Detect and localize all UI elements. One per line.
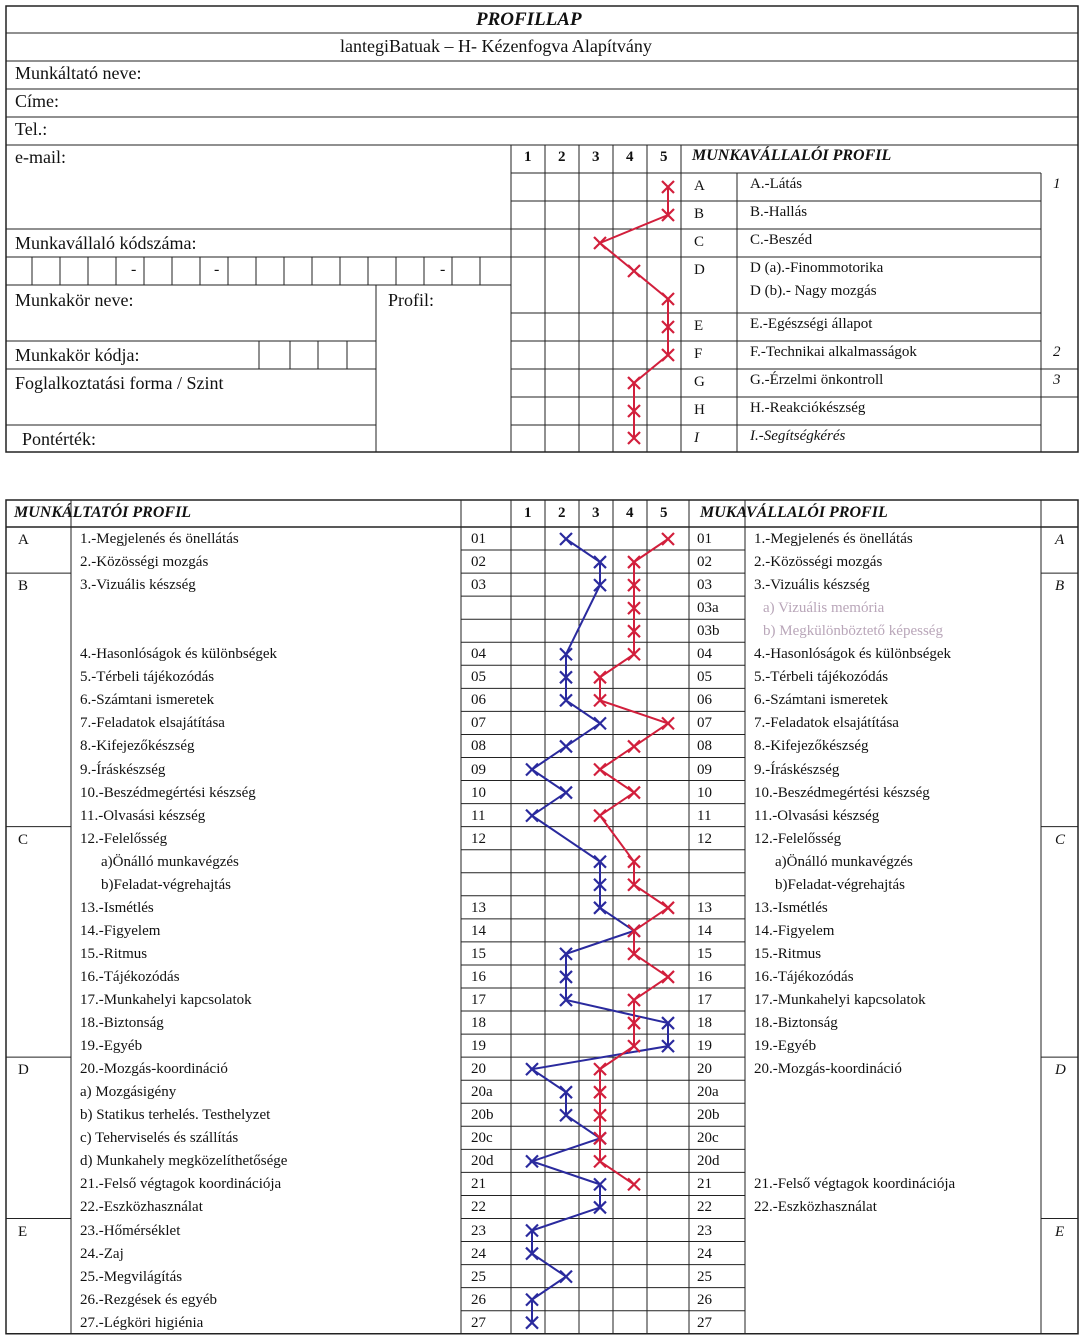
employer-code: 12 [471,830,486,847]
worker-item: 18.-Biztonság [754,1015,838,1032]
scale-2-header: 2 [558,505,566,521]
employer-item: 2.-Közösségi mozgás [80,554,209,571]
worker-item: b) Megkülönböztető képesség [763,623,943,640]
profile-item-label: H.-Reakciókészség [750,400,866,416]
profile-letter: B [694,206,705,222]
worker-item: 19.-Egyéb [754,1038,817,1055]
sheet-subtitle: lantegiBatuak – H- Kézenfogva Alapítvány [340,36,652,56]
employer-code: 20a [471,1084,493,1101]
worker-profile-mark [662,533,674,545]
employer-item: 15.-Ritmus [80,945,148,962]
worker-code: 01 [697,531,712,547]
worker-item: 9.-Íráskészség [754,761,840,778]
right-section-letter: D [1055,1062,1066,1079]
employer-item: 20.-Mozgás-koordináció [80,1061,228,1078]
profile-label: Profil: [388,290,435,310]
worker-code: 22 [697,1199,712,1216]
employer-code: 17 [471,992,486,1008]
employer-item: b) Statikus terhelés. Testhelyzet [80,1107,271,1124]
worker-code: 05 [697,669,712,686]
employer-profile-mark [594,717,606,729]
worker-item: 3.-Vizuális készség [754,577,870,594]
employer-item: 10.-Beszédmegértési készség [80,784,256,801]
profile-letter: G [694,374,705,390]
employer-item: 21.-Felső végtagok koordinációja [80,1176,282,1193]
section-letter: E [18,1223,28,1240]
employer-item: 12.-Felelősség [80,830,168,847]
worker-code: 02 [697,554,712,571]
worker-profile-mark [628,1178,640,1190]
profile-group-number: 2 [1053,344,1061,360]
employer-code: 20d [471,1153,494,1170]
employer-code: 03 [471,577,486,594]
code-dash-3: - [440,261,446,278]
employer-item: b)Feladat-végrehajtás [101,876,231,893]
worker-code: 16 [697,968,712,985]
top-profile-title: MUNKAVÁLLALÓI PROFIL [692,147,892,164]
employer-item: 11.-Olvasási készség [80,807,206,824]
profile-letter: H [694,402,705,418]
worker-item: 2.-Közösségi mozgás [754,554,883,571]
employer-item: 7.-Feladatok elsajátítása [80,715,225,732]
worker-code: 23 [697,1222,712,1239]
section-letter: D [18,1062,29,1079]
employee-code-label: Munkavállaló kódszáma: [15,233,197,253]
scale-5-header: 5 [660,149,668,165]
profile-letter: F [694,346,703,362]
employer-profile-mark [560,740,572,752]
worker-code: 11 [697,807,712,824]
worker-code: 03b [697,623,720,640]
employer-code: 13 [471,899,486,916]
scale-3-header: 3 [592,505,600,521]
worker-profile-mark [628,787,640,799]
employer-item: 8.-Kifejezőkészség [80,738,195,755]
scale-5-header: 5 [660,505,668,521]
employer-code: 05 [471,669,486,686]
phone-label: Tel.: [15,119,48,139]
right-section-letter: A [1055,532,1065,548]
worker-code: 24 [697,1245,712,1262]
employer-profile-mark [560,533,572,545]
worker-profile-mark [628,265,640,277]
worker-profile-mark [594,764,606,776]
worker-profile-mark [662,971,674,983]
profile-item-label: D (a).-Finommotorika [750,260,884,276]
employer-item: 9.-Íráskészség [80,761,166,778]
worker-code: 17 [697,992,712,1008]
sheet-title: PROFILLAP [476,9,582,30]
employer-item: 1.-Megjelenés és önellátás [80,531,239,547]
code-dash-2: - [214,261,220,278]
worker-item: 15.-Ritmus [754,945,822,962]
employer-item: 4.-Hasonlóságok és különbségek [80,646,278,663]
employer-item: a) Mozgásigény [80,1084,177,1101]
job-code-label: Munkakör kódja: [15,345,140,365]
worker-code: 12 [697,830,712,847]
section-letter: C [18,831,29,848]
worker-item: 10.-Beszédmegértési készség [754,784,930,801]
profile-item-label: B.-Hallás [750,204,808,220]
worker-profile-title: MUKAVÁLLALÓI PROFIL [700,504,888,521]
worker-code: 20b [697,1107,720,1124]
code-dash-1: - [131,261,137,278]
profile-group-number: 1 [1053,176,1061,192]
worker-code: 20a [697,1084,719,1101]
profile-item-label: C.-Beszéd [750,232,813,248]
profile-item-label: F.-Technikai alkalmasságok [750,344,917,360]
worker-code: 27 [697,1314,712,1331]
employer-code: 26 [471,1291,486,1308]
employer-code: 27 [471,1314,486,1331]
worker-code: 04 [697,646,712,663]
employer-code: 20 [471,1061,486,1078]
email-label: e-mail: [15,147,66,167]
employer-item: 25.-Megvilágítás [80,1268,183,1285]
employer-profile-mark [526,1155,538,1167]
employer-code: 15 [471,945,486,962]
employer-profile-line [532,539,668,1323]
worker-item: 5.-Térbeli tájékozódás [754,669,889,686]
employer-item: 18.-Biztonság [80,1015,164,1032]
worker-code: 20d [697,1153,720,1170]
profile-group-number: 3 [1053,372,1061,388]
section-letter: A [18,532,29,548]
scale-2-header: 2 [558,149,566,165]
employer-item: 13.-Ismétlés [80,899,154,916]
profile-letter: C [694,234,705,250]
address-label: Címe: [15,91,59,111]
worker-code: 07 [697,715,712,732]
worker-profile-mark [662,717,674,729]
worker-item: 8.-Kifejezőkészség [754,738,869,755]
worker-item: 21.-Felső végtagok koordinációja [754,1176,956,1193]
employer-code: 23 [471,1222,486,1239]
employer-item: 26.-Rezgések és egyéb [80,1291,218,1308]
worker-code: 15 [697,945,712,962]
employer-code: 07 [471,715,486,732]
worker-code: 14 [697,922,712,939]
employer-profile-mark [560,1271,572,1283]
employer-item: c) Teherviselés és szállítás [80,1130,239,1147]
scale-1-header: 1 [524,149,532,165]
worker-code: 21 [697,1176,712,1193]
employer-code: 18 [471,1015,486,1032]
profile-letter: I [694,430,699,446]
worker-item: b)Feladat-végrehajtás [775,876,905,893]
worker-code: 06 [697,692,712,709]
employer-code: 24 [471,1245,486,1262]
employer-code: 04 [471,646,486,663]
score-label: Pontérték: [22,429,96,449]
employer-profile-mark [526,810,538,822]
employer-profile-title: MUNKÁLTATÓI PROFIL [14,504,192,521]
employer-code: 01 [471,531,486,547]
worker-code: 20 [697,1061,712,1078]
employer-item: 16.-Tájékozódás [80,968,180,985]
profile-item-label: I.-Segítségkérés [750,428,846,444]
employer-item: a)Önálló munkavégzés [101,853,239,870]
worker-code: 26 [697,1291,712,1308]
employer-item: 17.-Munkahelyi kapcsolatok [80,992,252,1008]
employer-item: 24.-Zaj [80,1245,124,1262]
employer-code: 16 [471,968,486,985]
right-section-letter: B [1055,578,1065,595]
employer-label: Munkáltató neve: [15,63,142,83]
worker-item: 13.-Ismétlés [754,899,828,916]
job-name-label: Munkakör neve: [15,290,134,310]
worker-item: 22.-Eszközhasználat [754,1199,877,1216]
employment-label: Foglalkoztatási forma / Szint [15,373,224,393]
employer-code: 10 [471,784,486,801]
worker-code: 20c [697,1130,719,1147]
worker-item: 20.-Mozgás-koordináció [754,1061,902,1078]
scale-1-header: 1 [524,505,532,521]
scale-3-header: 3 [592,149,600,165]
scale-4-header: 4 [626,505,634,521]
profile-letter: E [694,318,704,334]
worker-code: 09 [697,761,712,778]
worker-profile-mark [594,810,606,822]
employer-item: d) Munkahely megközelíthetősége [80,1153,288,1170]
worker-code: 13 [697,899,712,916]
profile-item-label: D (b).- Nagy mozgás [750,283,877,299]
employer-code: 11 [471,807,486,824]
worker-item: 4.-Hasonlóságok és különbségek [754,646,952,663]
employer-item: 27.-Légköri higiénia [80,1314,204,1331]
employer-code: 06 [471,692,486,709]
worker-code: 03 [697,577,712,594]
employer-item: 6.-Számtani ismeretek [80,692,215,709]
employer-profile-mark [560,787,572,799]
scale-4-header: 4 [626,149,634,165]
employer-code: 02 [471,554,486,571]
worker-code: 08 [697,738,712,755]
employer-item: 3.-Vizuális készség [80,577,196,594]
worker-item: 6.-Számtani ismeretek [754,692,889,709]
worker-item: a) Vizuális memória [763,600,885,617]
right-section-letter: C [1055,831,1066,848]
worker-item: 12.-Felelősség [754,830,842,847]
worker-item: 16.-Tájékozódás [754,968,854,985]
worker-item: 7.-Feladatok elsajátítása [754,715,899,732]
profile-item-label: E.-Egészségi állapot [750,316,873,332]
worker-code: 18 [697,1015,712,1032]
employer-item: 19.-Egyéb [80,1038,143,1055]
worker-item: 17.-Munkahelyi kapcsolatok [754,992,926,1008]
employer-code: 25 [471,1268,486,1285]
worker-item: a)Önálló munkavégzés [775,853,913,870]
employer-item: 5.-Térbeli tájékozódás [80,669,215,686]
profile-letter: D [694,262,705,278]
worker-profile-mark [594,237,606,249]
worker-code: 19 [697,1038,712,1055]
worker-profile-mark [628,740,640,752]
worker-item: 11.-Olvasási készség [754,807,880,824]
employer-code: 22 [471,1199,486,1216]
employer-code: 09 [471,761,486,778]
employer-code: 08 [471,738,486,755]
profile-item-label: G.-Érzelmi önkontroll [750,372,884,388]
profile-letter: A [694,178,705,194]
worker-code: 03a [697,600,719,617]
employer-item: 23.-Hőmérséklet [80,1222,181,1239]
worker-profile-mark [662,902,674,914]
profile-item-label: A.-Látás [750,176,803,192]
employer-item: 22.-Eszközhasználat [80,1199,203,1216]
right-section-letter: E [1055,1223,1065,1240]
employer-code: 19 [471,1038,486,1055]
worker-item: 1.-Megjelenés és önellátás [754,531,913,547]
employer-code: 21 [471,1176,486,1193]
worker-code: 25 [697,1268,712,1285]
employer-profile-mark [526,764,538,776]
employer-item: 14.-Figyelem [80,922,161,939]
worker-item: 14.-Figyelem [754,922,835,939]
employer-code: 14 [471,922,486,939]
worker-code: 10 [697,784,712,801]
section-letter: B [18,578,29,595]
employer-code: 20c [471,1130,493,1147]
employer-code: 20b [471,1107,494,1124]
